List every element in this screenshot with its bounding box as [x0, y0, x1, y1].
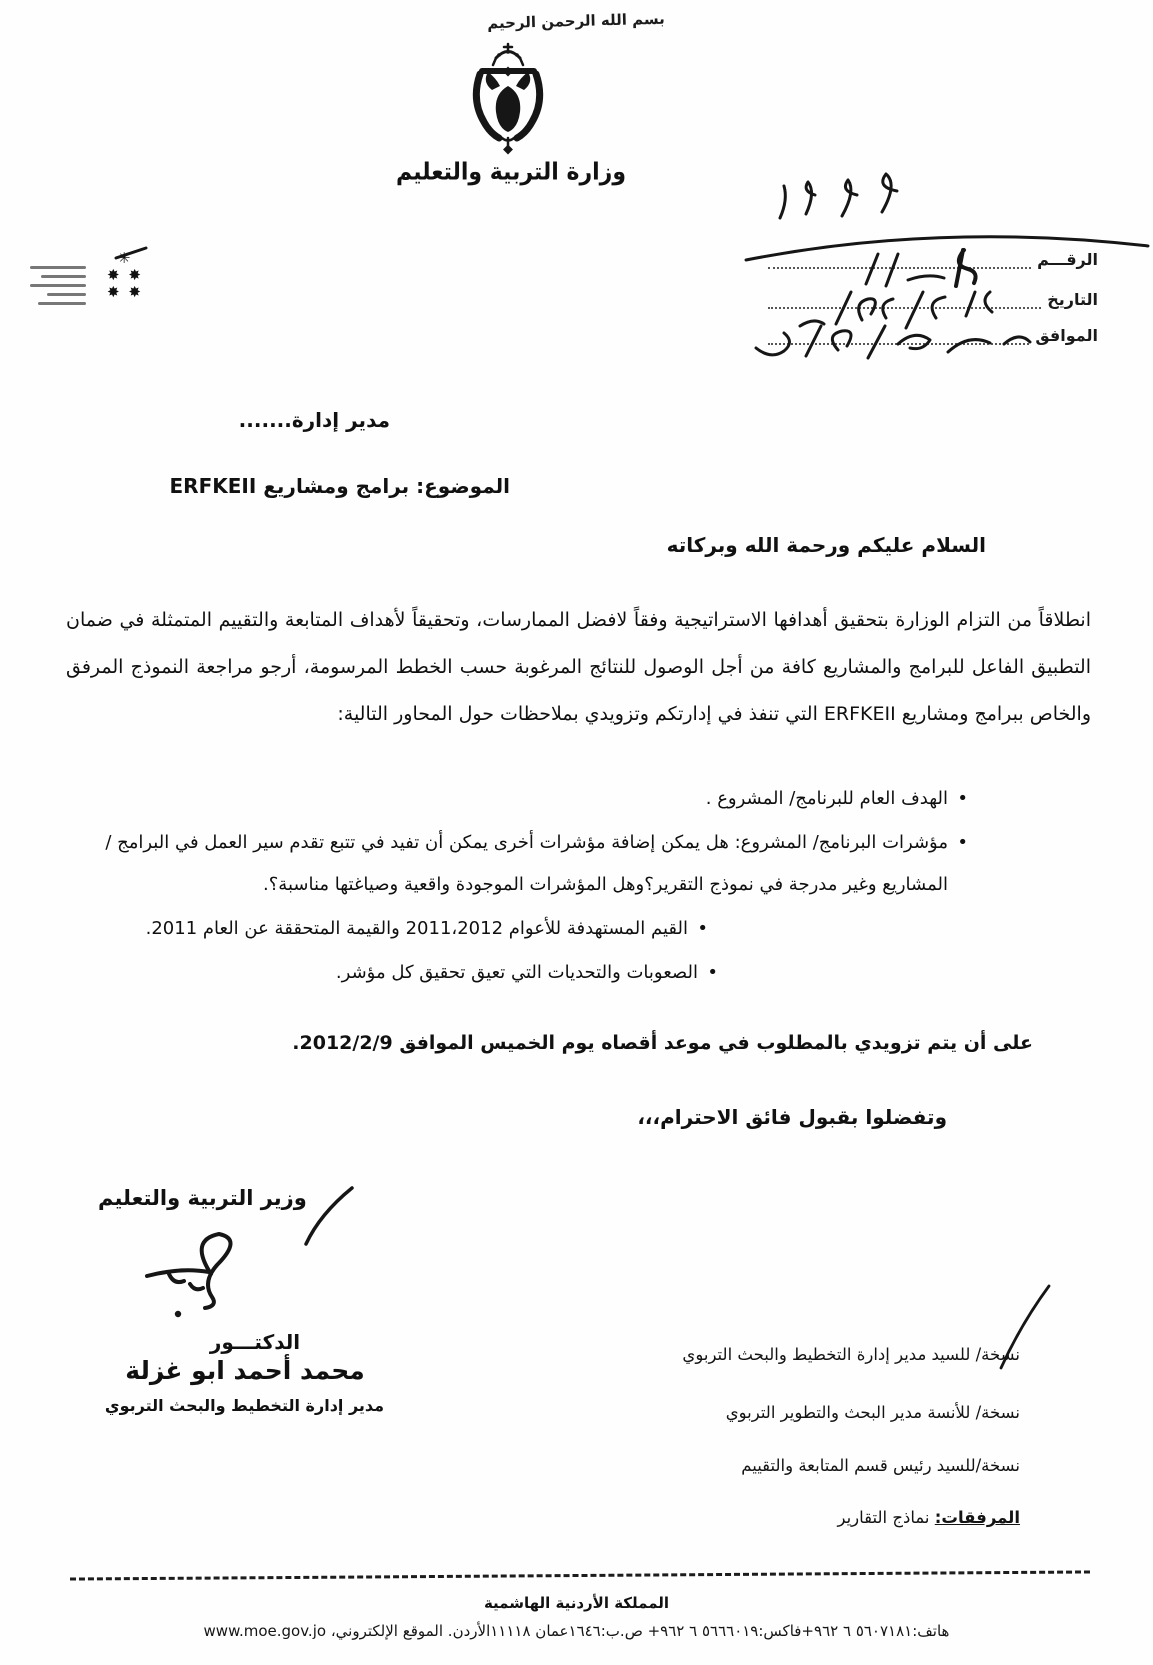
ref-corresponding-label: الموافق: [1035, 326, 1098, 345]
ref-number-label: الرقـــم: [1037, 250, 1098, 269]
bismillah-calligraphy: بسم الله الرحمن الرحيم: [486, 9, 666, 33]
signer-honorific: الدكتـــور: [209, 1330, 301, 1354]
signer-name: محمد أحمد ابو غزلة: [125, 1356, 365, 1385]
handwritten-ref-corresponding: [746, 314, 1041, 370]
ref-date-label: التاريخ: [1047, 290, 1098, 309]
minister-signature: [135, 1230, 285, 1322]
directorate-stamp: [28, 250, 160, 356]
greeting-line: السلام عليكم ورحمة الله وبركاته: [666, 533, 986, 557]
bullet-goal: • الهدف العام للبرنامج/ المشروع .: [72, 778, 948, 820]
closing-line: وتفضلوا بقبول فائق الاحترام،،،: [637, 1105, 947, 1129]
kingdom-name: المملكة الأردنية الهاشمية: [483, 1594, 670, 1612]
copy-line-planning: نسخة/ للسيد مدير إدارة التخطيط والبحث التربوي: [682, 1345, 1020, 1364]
signer-job-title: مدير إدارة التخطيط والبحث التربوي: [104, 1396, 385, 1415]
subject-line: الموضوع: برامج ومشاريع ERFKEII: [169, 474, 510, 498]
handwritten-slash-stroke: [300, 1184, 362, 1248]
minister-title: وزير التربية والتعليم: [98, 1186, 307, 1210]
bullet-indicators: • مؤشرات البرنامج/ المشروع: هل يمكن إضافة مؤشرات أخرى يمكن أن تفيد في تتبع تقدم سير العمل في البرامج /المشاريع وغير مدرجة في نموذج التقرير؟وهل المؤشرات الموجودة واقعية وصياغتها مناسبة؟.: [72, 822, 948, 906]
stamp-illegible-text: [30, 260, 86, 311]
bullet-list: [72, 778, 948, 996]
attachments-value: نماذج التقارير: [837, 1508, 935, 1527]
attachments-label: المرفقات:: [934, 1508, 1020, 1527]
jordan-coat-of-arms-icon: [452, 38, 564, 160]
copy-line-research: نسخة/ للأنسة مدير البحث والتطوير التربوي: [725, 1403, 1020, 1422]
handwritten-check-stroke: [995, 1282, 1055, 1372]
footer-contact-line: هاتف:٥٦٠٧١٨١ ٦ ٩٦٢+فاكس:٥٦٦٦٠١٩ ٦ ٩٦٢+ ص.ب:١٦٤٦عمان ١١١١٨الأردن. الموقع الإلكتروني، www.moe.gov.jo: [203, 1622, 950, 1640]
copy-line-monitoring: نسخة/للسيد رئيس قسم المتابعة والتقييم: [741, 1456, 1020, 1475]
ministry-name-calligraphy: وزارة التربية والتعليم: [396, 159, 626, 186]
bullet-target-values: • القيم المستهدفة للأعوام 2011،2012 والقيمة المتحققة عن العام 2011.: [72, 908, 688, 950]
bullet-challenges: • الصعوبات والتحديات التي تعيق تحقيق كل مؤشر.: [72, 952, 698, 994]
stamp-stars-icon: ✳ ✸ ✸ ✸ ✸: [107, 249, 143, 301]
footer-separator: [70, 1570, 1090, 1580]
attachments-line: [837, 1508, 1020, 1527]
deadline-line: على أن يتم تزويدي بالمطلوب في موعد أقصاه يوم الخميس الموافق 2012/2/9.: [292, 1032, 1033, 1054]
body-paragraph: انطلاقاً من التزام الوزارة بتحقيق أهدافها الاستراتيجية وفقاً لافضل الممارسات، وتحقيقاً لأهداف المتابعة والتقييم المتمثلة في ضمان التطبيق الفاعل للبرامج والمشاريع كافة من أجل الوصول للنتائج المرغوبة حسب الخطط المرسومة، أرجو مراجعة النموذج المرفق والخاص ببرامج ومشاريع ERFKEII التي تنفذ في إدارتكم وتزويدي بملاحظات حول المحاور التالية:: [66, 609, 1091, 725]
addressee-line: مدير إدارة.......: [238, 408, 390, 432]
